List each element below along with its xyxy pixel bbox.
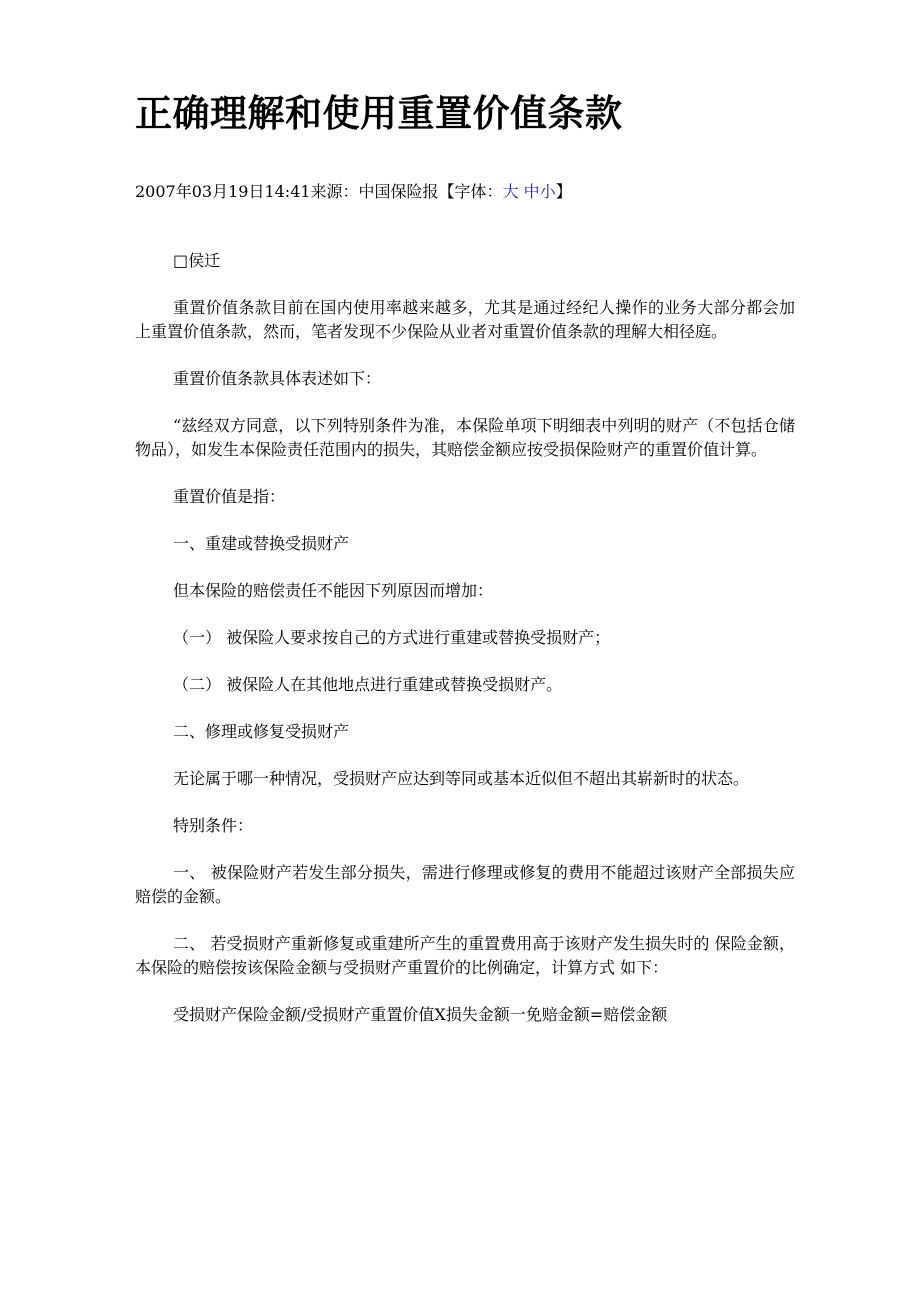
paragraph: 重置价值条款具体表述如下： bbox=[173, 369, 382, 388]
formula-line: 受损财产保险金额/受损财产重置价值X损失金额一免赔金额=赔偿金额 bbox=[173, 1005, 668, 1024]
paragraph: 二、 若受损财产重新修复或重建所产生的重置费用高于该财产发生损失时的 保险金额，本保险的赔偿按该保险金额与受损财产重置价的比例确定，计算方式 如下： bbox=[135, 934, 795, 977]
paragraph: （一） 被保险人要求按自己的方式进行重建或替换受损财产； bbox=[173, 628, 611, 647]
article-meta bbox=[135, 180, 572, 204]
paragraph: 二、修理或修复受损财产 bbox=[173, 722, 350, 741]
publish-info: 2007年03月19日14:41来源：中国保险报【字体： bbox=[135, 182, 503, 201]
paragraph: 但本保险的赔偿责任不能因下列原因而增加： bbox=[173, 581, 494, 600]
paragraph: 特别条件： bbox=[173, 816, 254, 835]
paragraph: 重置价值条款目前在国内使用率越来越多，尤其是通过经纪人操作的业务大部分都会加上重置价值条款，然而，笔者发现不少保险从业者对重置价值条款的理解大相径庭。 bbox=[135, 298, 795, 341]
paragraph: 重置价值是指： bbox=[173, 487, 286, 506]
paragraph: 一、重建或替换受损财产 bbox=[173, 534, 350, 553]
paragraph: 无论属于哪一种情况，受损财产应达到等同或基本近似但不超出其崭新时的状态。 bbox=[173, 769, 750, 788]
font-size-large-link[interactable]: 大 bbox=[502, 182, 519, 201]
meta-bracket-close: 】 bbox=[555, 182, 572, 201]
paragraph: “兹经双方同意，以下列特别条件为准，本保险单项下明细表中列明的财产（不包括仓储物品），如发生本保险责任范围内的损失，其赔偿金额应按受损保险财产的重置价值计算。 bbox=[135, 416, 795, 459]
author-line: □侯迁 bbox=[173, 251, 221, 270]
article-title: 正确理解和使用重置价值条款 bbox=[135, 92, 623, 135]
font-size-small-link[interactable]: 小 bbox=[539, 182, 556, 201]
paragraph: （二） 被保险人在其他地点进行重建或替换受损财产。 bbox=[173, 675, 563, 694]
font-size-medium-link[interactable]: 中 bbox=[523, 182, 540, 201]
paragraph: 一、 被保险财产若发生部分损失，需进行修理或修复的费用不能超过该财产全部损失应赔偿的金额。 bbox=[135, 863, 795, 906]
article-body bbox=[135, 249, 795, 1050]
